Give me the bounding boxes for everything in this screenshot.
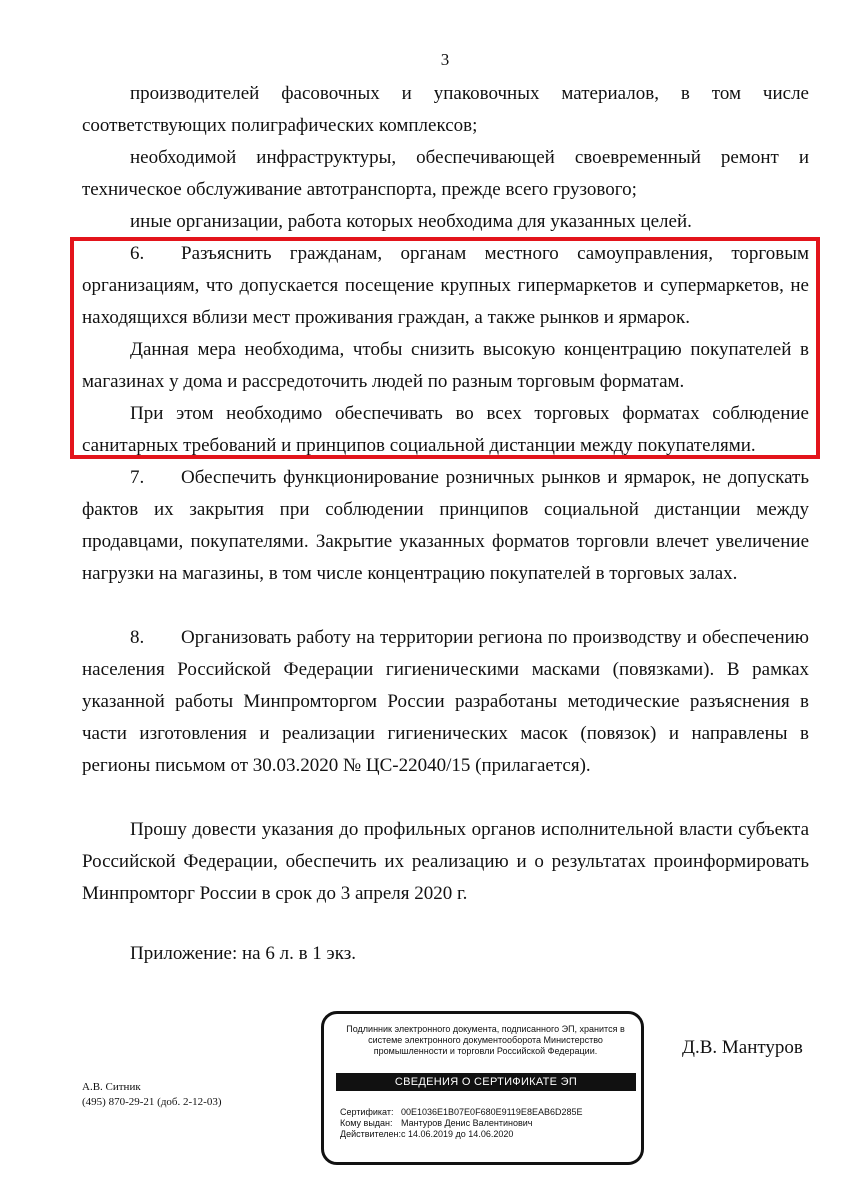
executor-phone: (495) 870-29-21 (доб. 2-12-03) — [82, 1096, 222, 1108]
paragraph: При этом необходимо обеспечивать во всех торговых форматах соблюдение санитарных требований и принципов социальной дистанции между покупателями. — [82, 403, 809, 456]
executor-name: А.В. Ситник — [82, 1081, 141, 1093]
paragraph: необходимой инфраструктуры, обеспечивающей своевременный ремонт и техническое обслуживание автотранспорта, прежде всего грузового; — [82, 147, 809, 200]
paragraph-item-8: 8. Организовать работу на территории региона по производству и обеспечению населения Российской Федерации гигиеническими масками (повязками). В рамках указанной работы Минпромторгом России разработаны методические разъяснения в части изготовления и реализации гигиенических масок (повязок) и направлены в регионы письмом от 30.03.2020 № ЦС-22040/15 (прилагается). — [82, 622, 809, 782]
paragraph: иные организации, работа которых необходима для указанных целей. — [130, 211, 692, 232]
signer-name: Д.В. Мантуров — [682, 1037, 803, 1058]
e-signature-stamp — [321, 1011, 644, 1165]
stamp-header: Подлинник электронного документа, подписанного ЭП, хранится в системе электронного документооборота Министерство промышленности и торговли Российской Федерации. — [346, 1024, 625, 1056]
valid-row: Действителен:с 14.06.2019 до 14.06.2020 — [340, 1129, 514, 1139]
item-number: 6. — [130, 243, 145, 264]
attachment-note: Приложение: на 6 л. в 1 экз. — [130, 943, 356, 964]
paragraph-item-6: 6. Разъяснить гражданам, органам местного самоуправления, торговым организациям, что допускается посещение крупных гипермаркетов и супермаркетов, не находящихся вблизи мест проживания граждан, а также рынков и ярмарок. — [82, 238, 809, 334]
paragraph: Прошу довести указания до профильных органов исполнительной власти субъекта Российской Федерации, обеспечить их реализацию и о результатах проинформировать Минпромторг России в срок до 3 апреля 2020 г. — [82, 819, 809, 904]
paragraph: производителей фасовочных и упаковочных материалов, в том числе соответствующих полиграфических комплексов; — [82, 83, 809, 136]
page-number: 3 — [440, 50, 450, 69]
certificate-row: Сертификат: 00E1036E1B07E0F680E9119E8EAB6D285E — [340, 1107, 583, 1117]
stamp-title-bar: СВЕДЕНИЯ О СЕРТИФИКАТЕ ЭП — [336, 1073, 636, 1091]
paragraph-item-7: 7. Обеспечить функционирование розничных рынков и ярмарок, не допускать фактов их закрытия при соблюдении принципов социальной дистанции между продавцами, покупателями. Закрытие указанных форматов торговли влечет увеличение нагрузки на магазины, в том числе концентрацию покупателей в торговых залах. — [82, 462, 809, 590]
executor-info — [82, 1080, 222, 1110]
issued-row: Кому выдан: Мантуров Денис Валентинович — [340, 1118, 533, 1128]
stamp-details — [340, 1107, 582, 1140]
paragraph: Данная мера необходима, чтобы снизить высокую концентрацию покупателей в магазинах у дома и рассредоточить людей по разным торговым форматам. — [82, 339, 809, 392]
item-number: 7. — [130, 467, 145, 488]
item-number: 8. — [130, 627, 145, 648]
